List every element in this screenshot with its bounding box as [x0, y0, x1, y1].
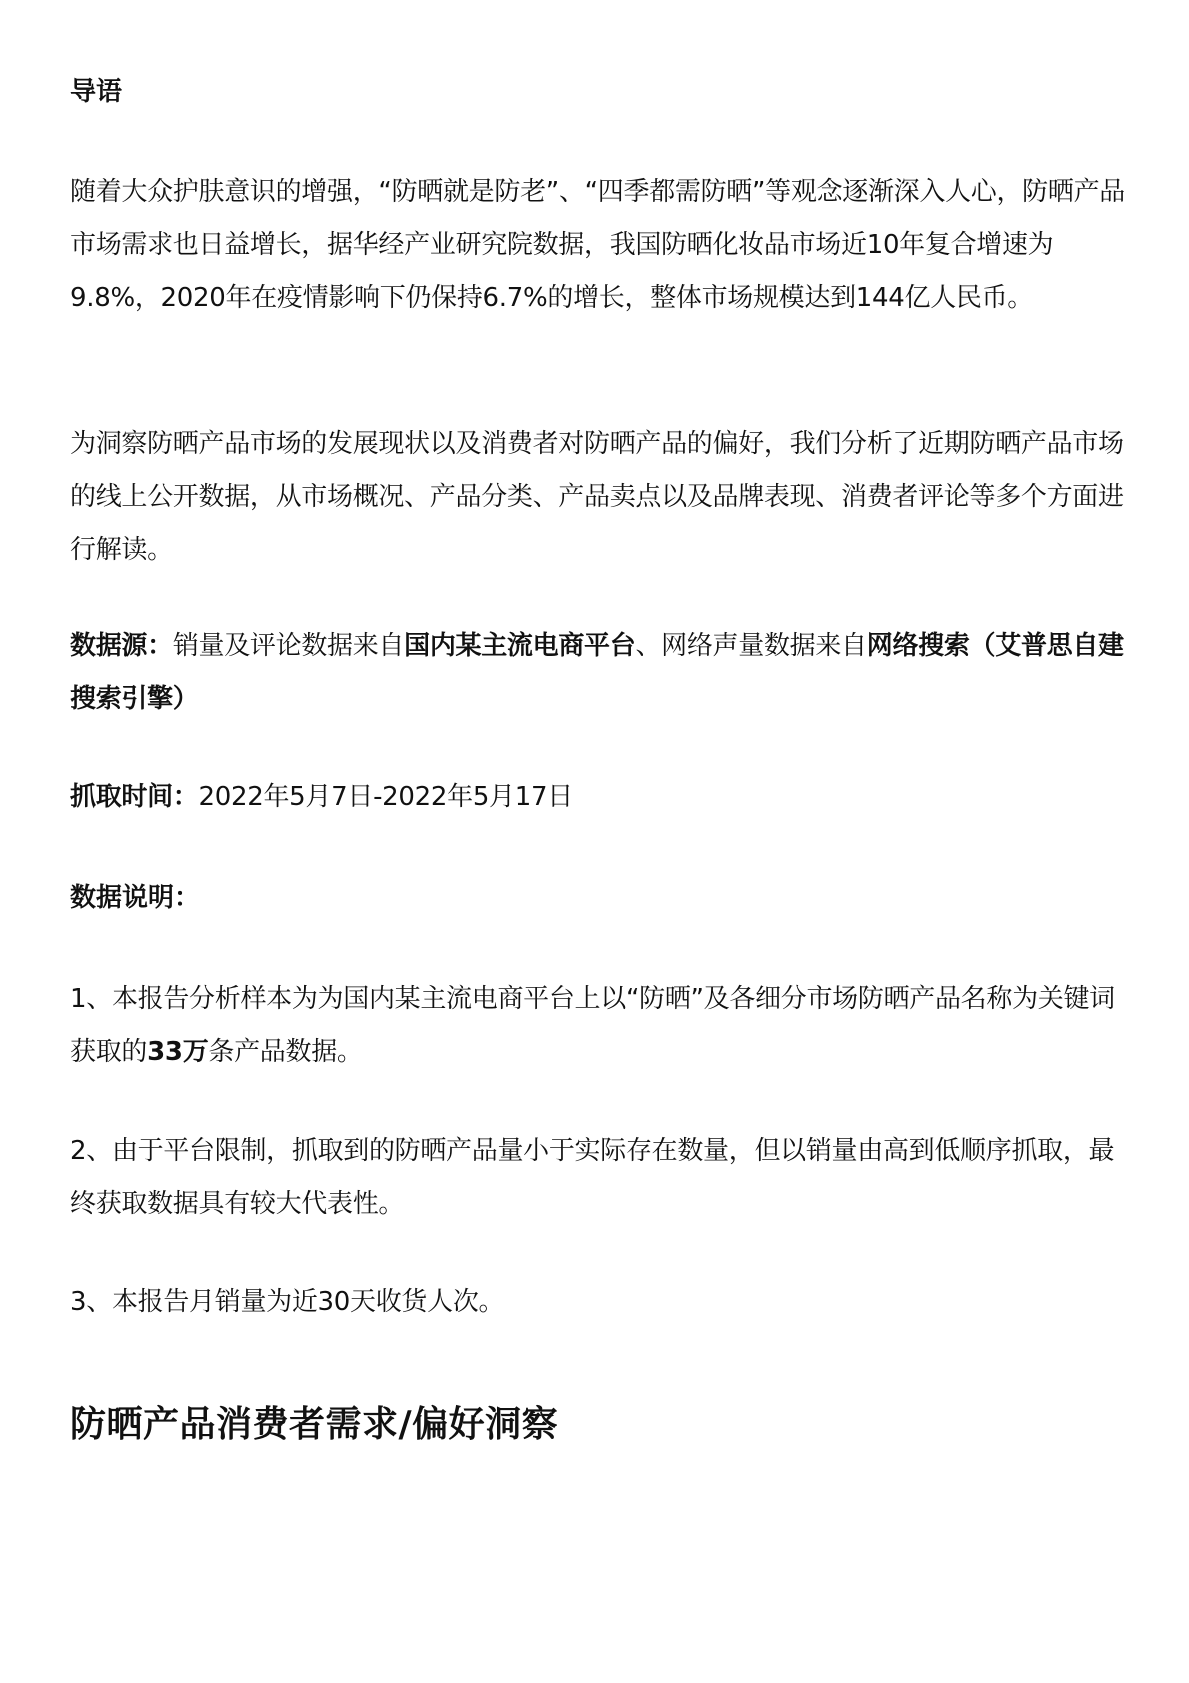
data-source-paragraph [70, 620, 1130, 726]
data-source-search: 网络搜索（艾普思自建搜索引擎） [70, 631, 1124, 714]
data-note-1 [70, 973, 1130, 1079]
sample-count: 33万 [147, 1037, 209, 1067]
intro-paragraph-purpose: 为洞察防晒产品市场的发展现状以及消费者对防晒产品的偏好，我们分析了近期防晒产品市场的线上公开数据，从市场概况、产品分类、产品卖点以及品牌表现、消费者评论等多个方面进行解读。 [70, 429, 1124, 565]
data-note-3: 3、本报告月销量为近30天收货人次。 [70, 1287, 505, 1317]
data-source-text-1: 销量及评论数据来自 [172, 631, 405, 661]
capture-time-value: 2022年5月7日-2022年5月17日 [198, 782, 573, 812]
intro-paragraph-market: 随着大众护肤意识的增强，“防晒就是防老”、“四季都需防晒”等观念逐渐深入人心，防晒产品市场需求也日益增长，据华经产业研究院数据，我国防晒化妆品市场近10年复合增速为9.8%，2020年在疫情影响下仍保持6.7%的增长，整体市场规模达到144亿人民币。 [70, 177, 1125, 313]
data-source-text-2: 、网络声量数据来自 [635, 631, 867, 661]
data-source-platform: 国内某主流电商平台 [404, 631, 636, 661]
intro-heading: 导语 [70, 77, 123, 107]
data-note-2: 2、由于平台限制，抓取到的防晒产品量小于实际存在数量，但以销量由高到低顺序抓取，最终获取数据具有较大代表性。 [70, 1136, 1115, 1219]
data-source-label: 数据源： [70, 631, 173, 661]
section-heading: 防晒产品消费者需求/偏好洞察 [70, 1404, 559, 1445]
capture-time-line [70, 771, 1130, 824]
capture-time-label: 抓取时间： [70, 782, 199, 812]
data-notes-heading: 数据说明： [70, 883, 201, 913]
data-note-1-prefix: 1、本报告分析样本为为国内某主流电商平台上以“防晒”及各细分市场防晒产品名称为关键词获取的 [70, 984, 1115, 1067]
data-note-1-suffix: 条产品数据。 [208, 1037, 363, 1067]
